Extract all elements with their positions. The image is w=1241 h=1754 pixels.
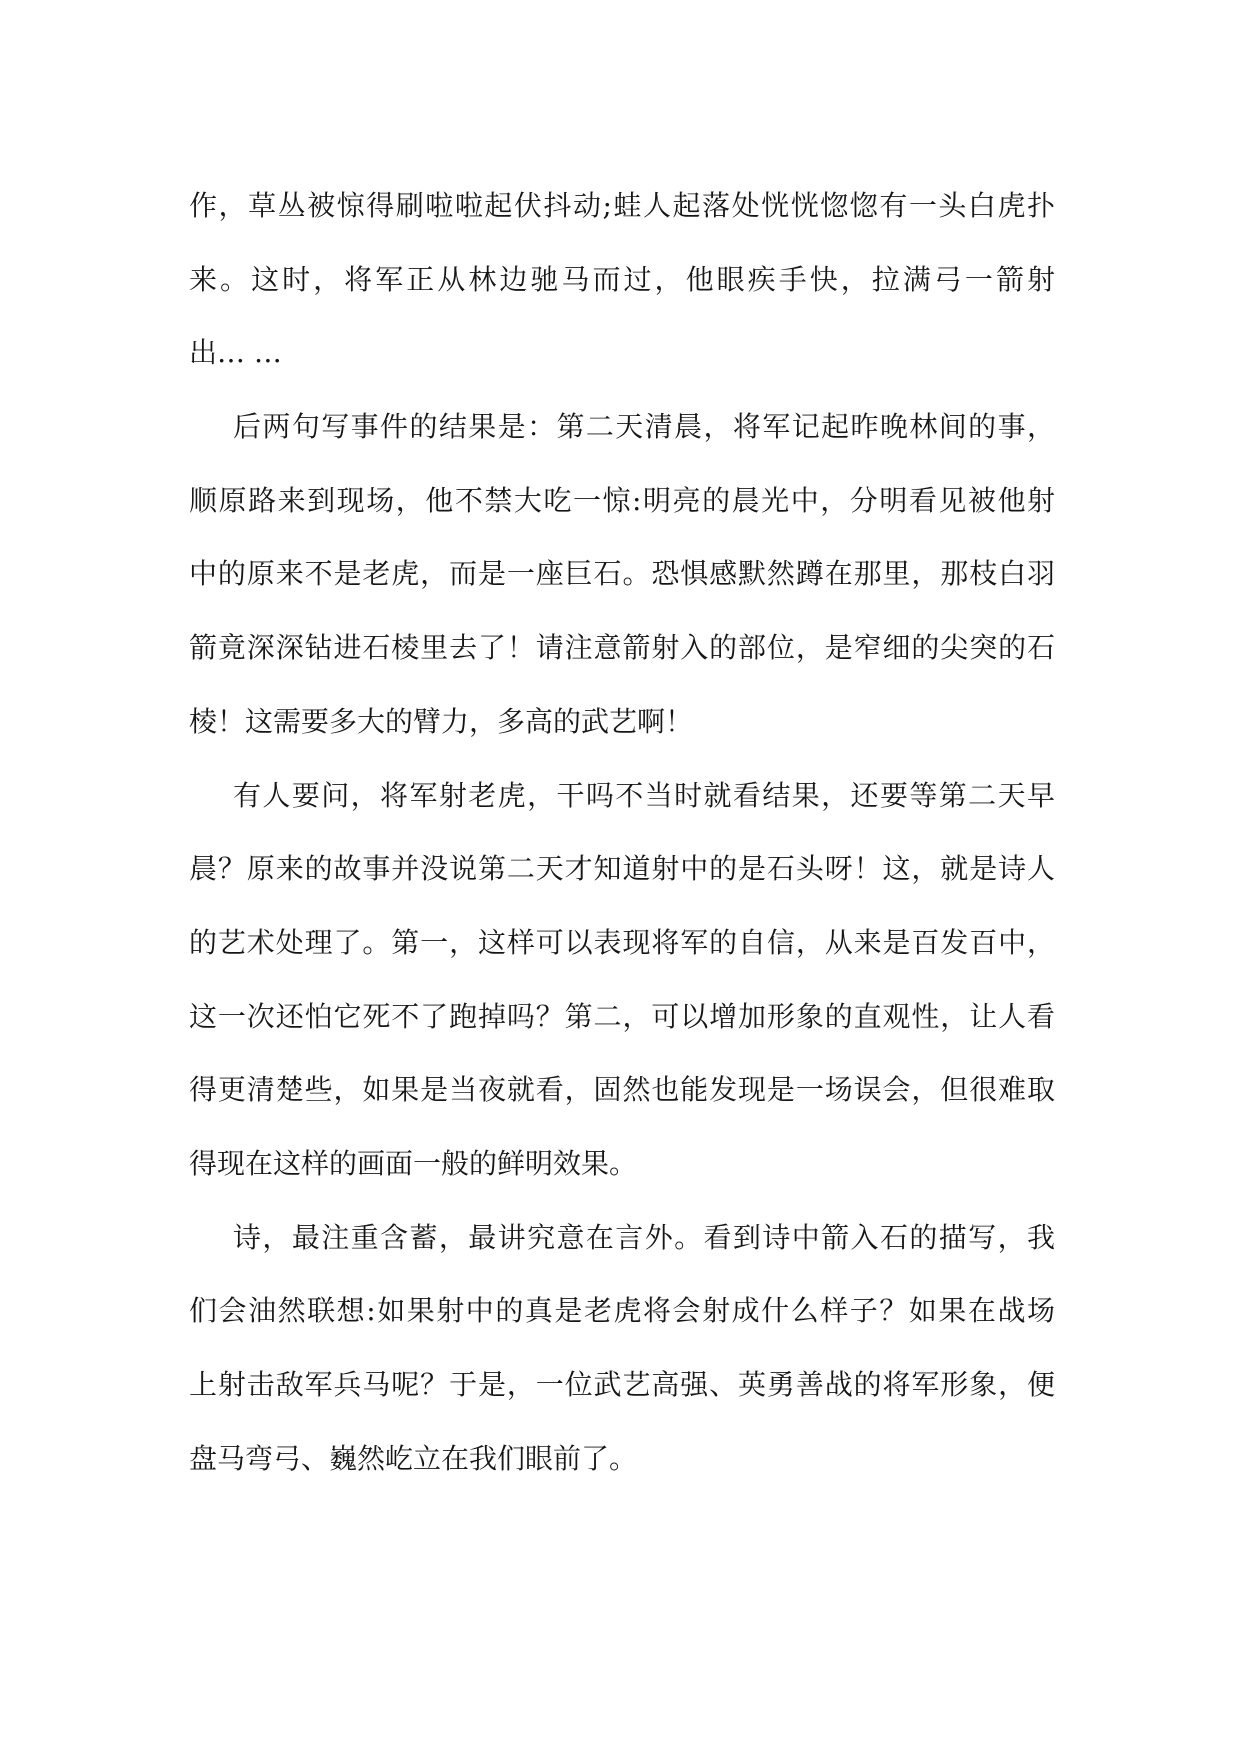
- text-line: 中的原来不是老虎，而是一座巨石。恐惧感默然蹲在那里，那枝白羽: [189, 557, 1055, 591]
- paragraph: [189, 759, 1055, 1201]
- text-line: 们会油然联想:如果射中的真是老虎将会射成什么样子？如果在战场: [189, 1294, 1055, 1328]
- text-line: 得更清楚些，如果是当夜就看，固然也能发现是一场误会，但很难取: [189, 1073, 1055, 1107]
- text-line: 棱！这需要多大的臂力，多高的武艺啊！: [189, 704, 694, 738]
- text-line: 得现在这样的画面一般的鲜明效果。: [189, 1146, 638, 1180]
- text-line: 上射击敌军兵马呢？于是，一位武艺高强、英勇善战的将军形象，便: [189, 1368, 1055, 1401]
- text-line: 有人要问，将军射老虎，干吗不当时就看结果，还要等第二天早: [233, 778, 1055, 812]
- text-line: 箭竟深深钻进石棱里去了！请注意箭射入的部位，是窄细的尖突的石: [189, 631, 1055, 665]
- body-text: [189, 169, 1055, 1495]
- text-line: 这一次还怕它死不了跑掉吗？第二，可以增加形象的直观性，让人看: [189, 999, 1055, 1033]
- text-line: 顺原路来到现场，他不禁大吃一惊:明亮的晨光中，分明看见被他射: [189, 483, 1055, 517]
- text-line: 作，草丛被惊得刷啦啦起伏抖动;蛙人起落处恍恍惚惚有一头白虎扑: [189, 189, 1055, 222]
- text-line: 诗，最注重含蓄，最讲究意在言外。看到诗中箭入石的描写，我: [233, 1220, 1055, 1254]
- text-line: 来。这时，将军正从林边驰马而过，他眼疾手快，拉满弓一箭射: [189, 262, 1055, 296]
- text-line: 后两句写事件的结果是：第二天清晨，将军记起昨晚林间的事，: [233, 410, 1055, 444]
- text-line: 的艺术处理了。第一，这样可以表现将军的自信，从来是百发百中，: [189, 925, 1055, 959]
- text-line: 盘马弯弓、巍然屹立在我们眼前了。: [189, 1441, 638, 1475]
- paragraph: [189, 1201, 1055, 1496]
- paragraph: [189, 390, 1055, 758]
- text-line: 晨？原来的故事并没说第二天才知道射中的是石头呀！这，就是诗人: [189, 852, 1055, 886]
- paragraph-continuation: [189, 169, 1055, 390]
- text-line: 出… …: [189, 336, 282, 370]
